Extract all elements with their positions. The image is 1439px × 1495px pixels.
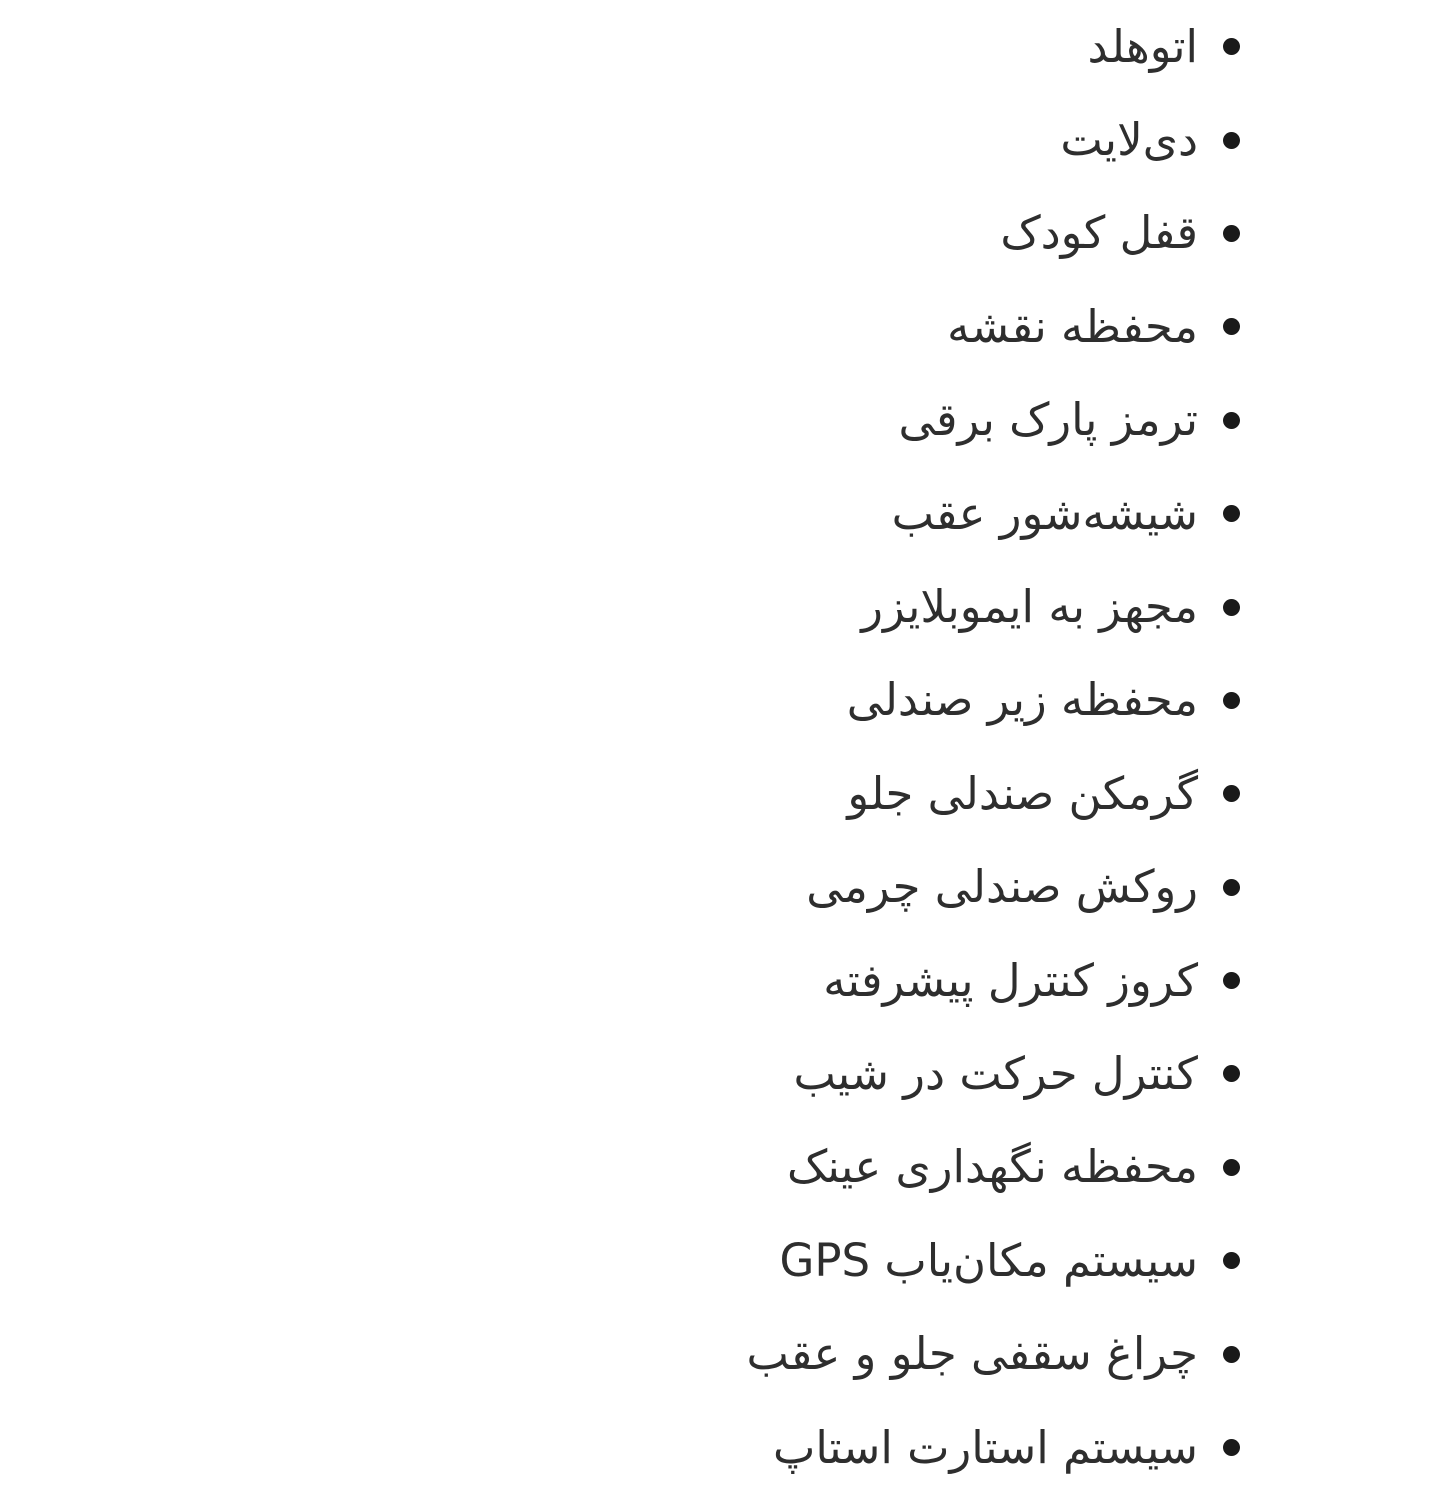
- list-item: [747, 841, 1240, 934]
- bullet-icon: [1223, 318, 1240, 335]
- list-item: [747, 1214, 1240, 1307]
- list-item-label: دی‌لایت: [1060, 113, 1198, 167]
- list-item-label: محفظه زیر صندلی: [846, 673, 1198, 727]
- list-item-label: قفل کودک: [1000, 206, 1198, 260]
- list-item-label: سیستم مکان‌یاب GPS: [779, 1233, 1198, 1287]
- bullet-icon: [1223, 225, 1240, 242]
- list-item: [747, 934, 1240, 1027]
- bullet-icon: [1223, 412, 1240, 429]
- list-item-label: کنترل حرکت در شیب: [793, 1046, 1198, 1100]
- bullet-icon: [1223, 1346, 1240, 1363]
- bullet-icon: [1223, 1252, 1240, 1269]
- list-item-label: اتوهلد: [1087, 19, 1198, 73]
- list-item: [747, 747, 1240, 840]
- list-item: [747, 187, 1240, 280]
- list-item-label: روکش صندلی چرمی: [806, 860, 1198, 914]
- list-item-label: مجهز به ایموبلایزر: [861, 580, 1198, 634]
- list-item-label: گرمکن صندلی جلو: [847, 766, 1198, 820]
- list-item-label: شیشه‌شور عقب: [891, 486, 1198, 540]
- bullet-icon: [1223, 972, 1240, 989]
- bullet-icon: [1223, 505, 1240, 522]
- list-item-label: محفظه نگهداری عینک: [786, 1140, 1198, 1194]
- list-item: [747, 1121, 1240, 1214]
- bullet-icon: [1223, 879, 1240, 896]
- bullet-icon: [1223, 1065, 1240, 1082]
- list-item-label: محفظه نقشه: [947, 299, 1198, 353]
- list-item-label: سیستم استارت استاپ: [772, 1420, 1198, 1474]
- list-item-label: ترمز پارک برقی: [898, 393, 1198, 447]
- list-item-label: کروز کنترل پیشرفته: [823, 953, 1198, 1007]
- bullet-icon: [1223, 692, 1240, 709]
- list-item: [747, 280, 1240, 373]
- bullet-icon: [1223, 1439, 1240, 1456]
- list-item: [747, 374, 1240, 467]
- bullet-icon: [1223, 132, 1240, 149]
- list-item: [747, 1307, 1240, 1400]
- list-item: [747, 1401, 1240, 1494]
- list-item: [747, 560, 1240, 653]
- bullet-icon: [1223, 599, 1240, 616]
- list-item: [747, 654, 1240, 747]
- list-item: [747, 1027, 1240, 1120]
- bullet-icon: [1223, 38, 1240, 55]
- bullet-icon: [1223, 785, 1240, 802]
- list-item: [747, 467, 1240, 560]
- bullet-icon: [1223, 1159, 1240, 1176]
- list-item: [747, 0, 1240, 93]
- list-item: [747, 93, 1240, 186]
- list-item-label: چراغ سقفی جلو و عقب: [746, 1327, 1198, 1381]
- feature-list: [747, 0, 1240, 1494]
